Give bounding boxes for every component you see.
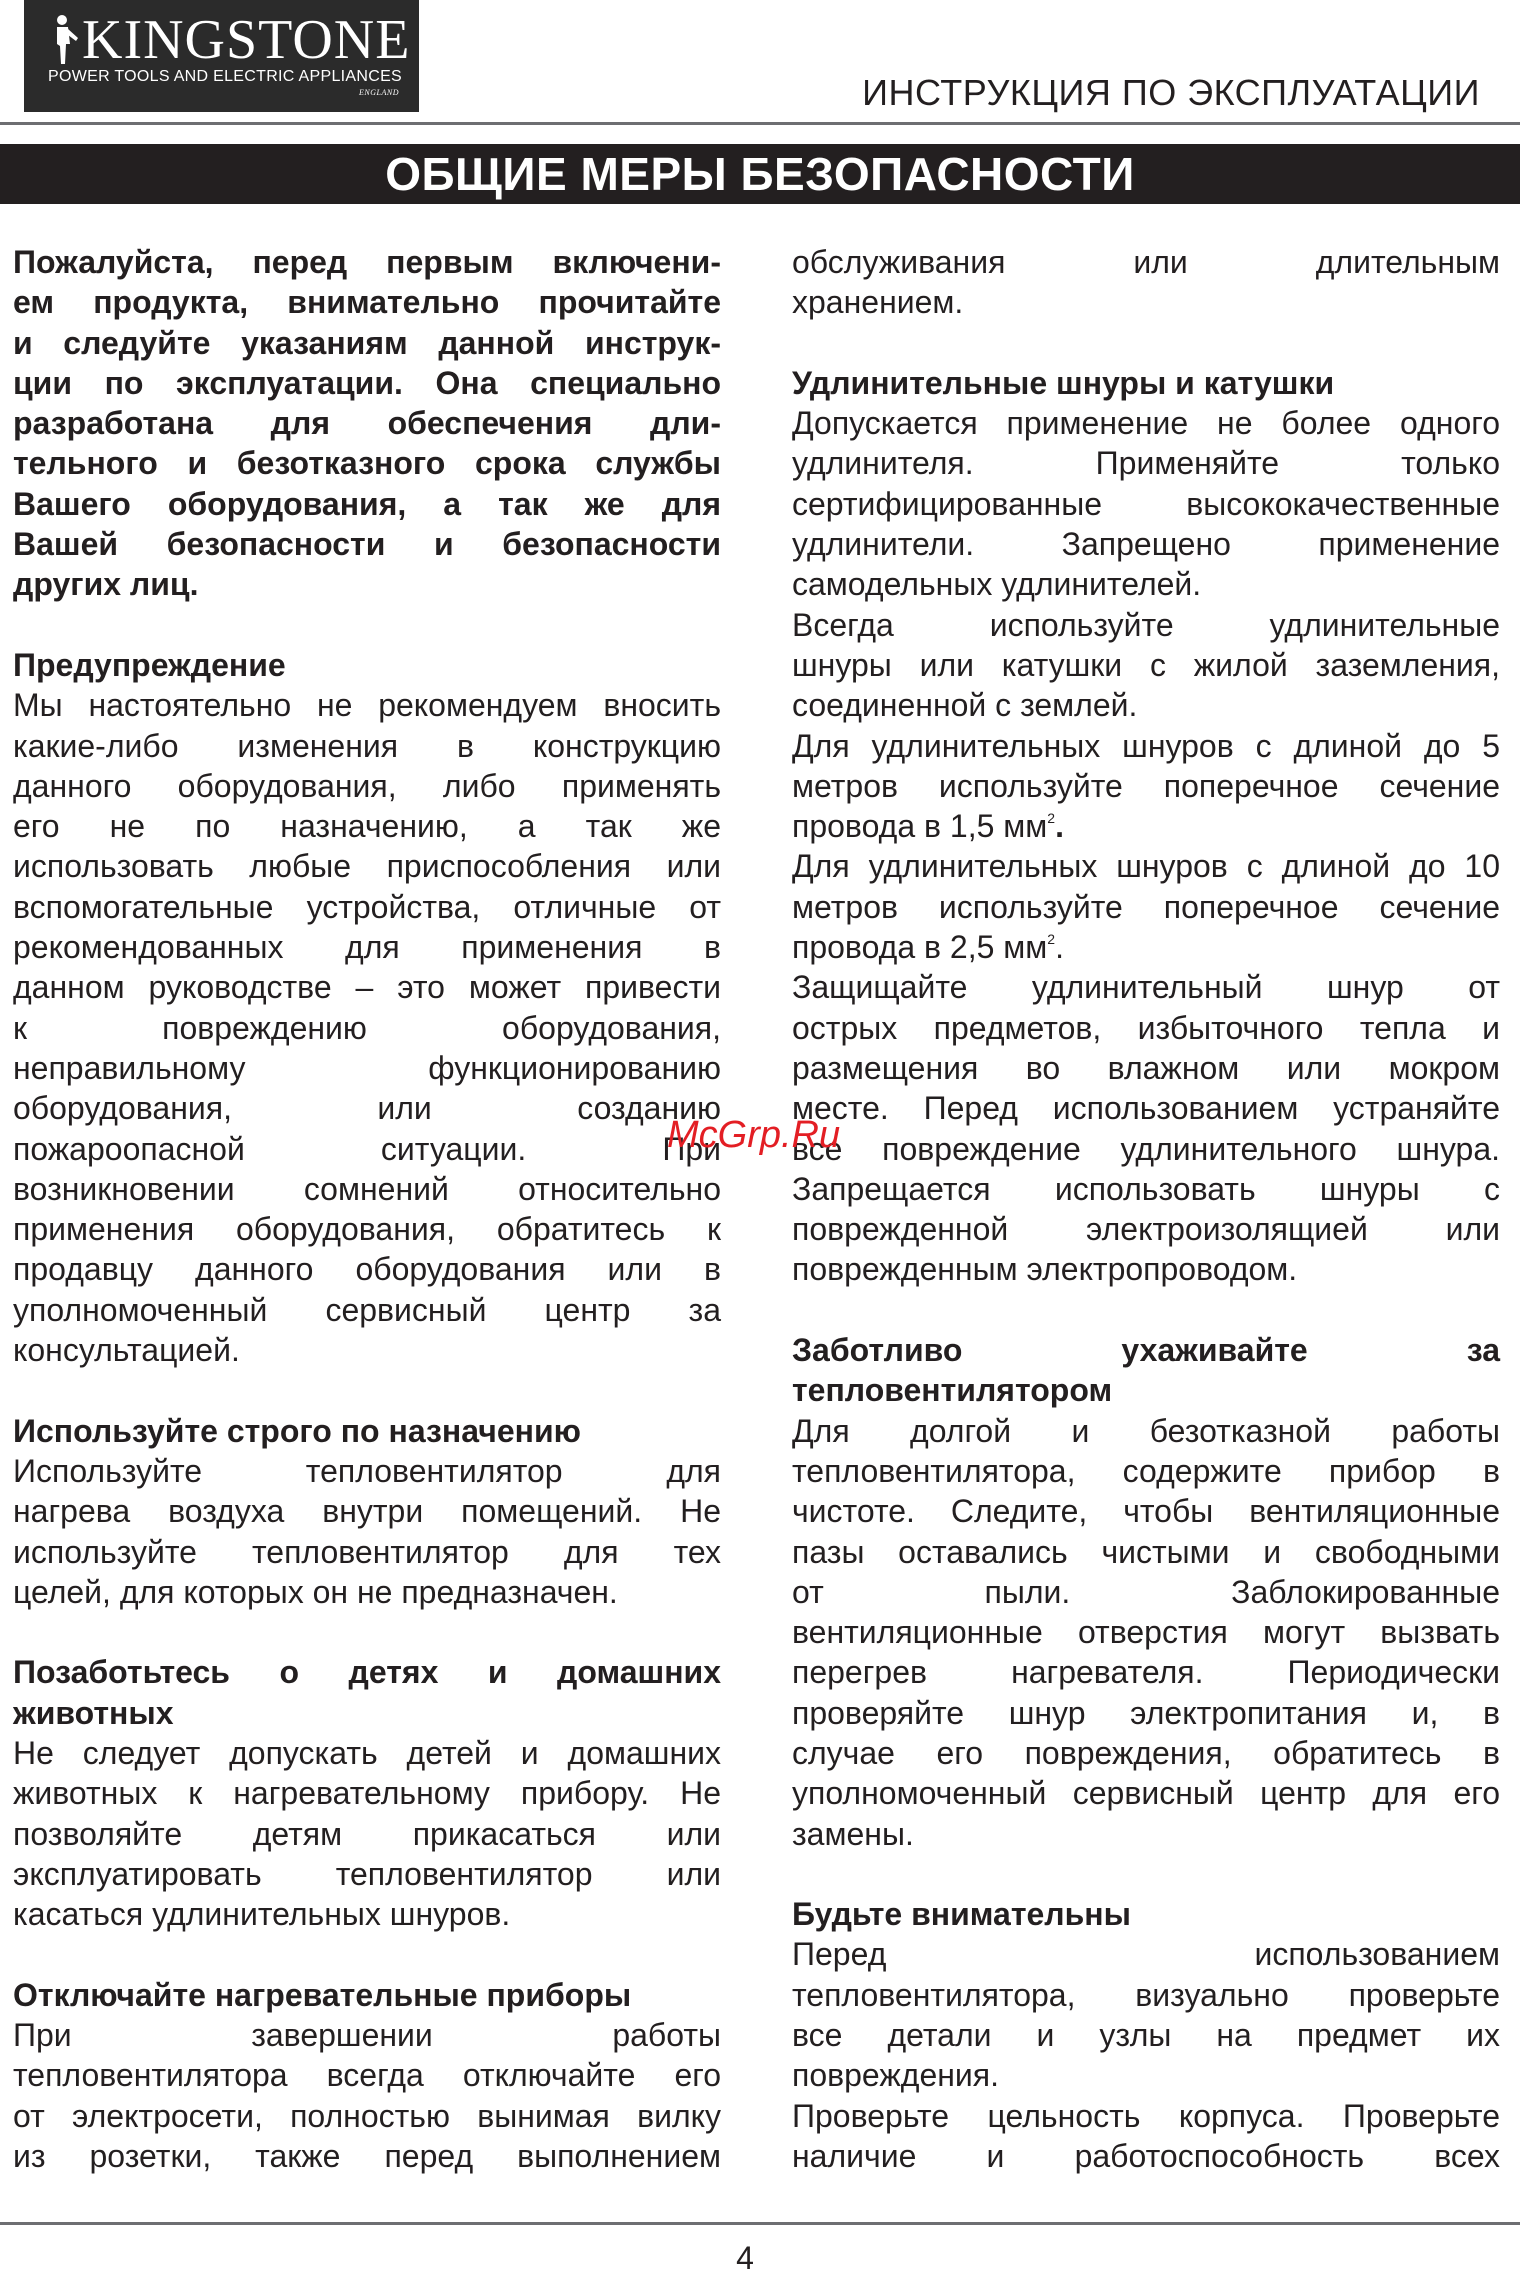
watermark: McGrp.Ru	[667, 1114, 841, 1156]
right-column	[792, 242, 1500, 2176]
children-heading: Позаботьтесь о детях и домашних	[13, 1654, 721, 1691]
intro-paragraph	[13, 242, 721, 605]
text-line: все повреждение удлинительного шнура.	[792, 1130, 1500, 1167]
text-line: замены.	[792, 1815, 914, 1852]
text-line: Допускается применение не более одного	[792, 405, 1500, 442]
extension-heading: Удлинительные шнуры и катушки	[792, 364, 1335, 401]
attention-section	[792, 1894, 1500, 2176]
text-line: вентиляционные отверстия могут вызвать	[792, 1614, 1500, 1651]
text-line: животных к нагревательному прибору. Не	[13, 1775, 721, 1812]
text-line: соединенной с землей.	[792, 687, 1138, 724]
text-line: ции по эксплуатации. Она специально	[13, 364, 721, 401]
text-line: поврежденной электроизолящией или	[792, 1211, 1500, 1248]
care-heading-cont: тепловентилятором	[792, 1372, 1113, 1409]
brand-subtitle: POWER TOOLS AND ELECTRIC APPLIANCES	[48, 68, 403, 85]
text-line: сертифицированные высококачественные	[792, 485, 1500, 522]
purpose-heading: Используйте строго по назначению	[13, 1412, 581, 1449]
left-column	[13, 242, 721, 2176]
text-line: вспомогательные устройства, отличные от	[13, 888, 721, 925]
text-line: проверяйте шнур электропитания и, в	[792, 1694, 1500, 1731]
text-span: провода в 1,5 мм	[792, 808, 1048, 845]
text-line: метров используйте поперечное сечение	[792, 767, 1500, 804]
text-line: Мы настоятельно не рекомендуем вносить	[13, 687, 721, 724]
extension-section	[792, 363, 1500, 1290]
text-line: Вашей безопасности и безопасности	[13, 526, 721, 563]
text-line: данного оборудования, либо применять	[13, 767, 721, 804]
cross-section-line-2	[792, 927, 1500, 967]
text-line: какие-либо изменения в конструкцию	[13, 727, 721, 764]
text-line: касаться удлинительных шнуров.	[13, 1896, 511, 1933]
text-line: наличие и работоспособность всех	[792, 2137, 1500, 2174]
footer-divider	[0, 2222, 1520, 2225]
disconnect-heading: Отключайте нагревательные приборы	[13, 1976, 632, 2013]
text-line: удлинители. Запрещено применение	[792, 526, 1500, 563]
text-line: данном руководстве – это может привести	[13, 969, 721, 1006]
text-line: самодельных удлинителей.	[792, 566, 1202, 603]
text-line: других лиц.	[13, 566, 199, 603]
text-line: и следуйте указаниям данной инструк-	[13, 324, 721, 361]
text-line: позволяйте детям прикасаться или	[13, 1815, 721, 1852]
text-line: тепловентилятора, содержите прибор в	[792, 1452, 1500, 1489]
text-span: провода в 2,5 мм	[792, 929, 1048, 966]
text-line: неправильному функционированию	[13, 1049, 721, 1086]
text-line: тепловентилятора, визуально проверьте	[792, 1976, 1500, 2013]
continued-paragraph	[792, 242, 1500, 323]
brand-country: ENGLAND	[359, 88, 399, 97]
text-line: целей, для которых он не предназначен.	[13, 1573, 618, 1610]
text-line: обслуживания или длительным	[792, 244, 1500, 280]
text-line: Для долгой и безотказной работы	[792, 1412, 1500, 1449]
superscript: 2	[1047, 931, 1056, 948]
text-line: продавцу данного оборудования или в	[13, 1251, 721, 1288]
children-section	[13, 1652, 721, 1934]
purpose-section	[13, 1411, 721, 1612]
text-line: ем продукта, внимательно прочитайте	[13, 284, 721, 321]
text-line: Всегда используйте удлинительные	[792, 606, 1500, 643]
text-line: удлинителя. Применяйте только	[792, 445, 1500, 482]
text-line: применения оборудования, обратитесь к	[13, 1211, 721, 1248]
text-line: Используйте тепловентилятор для	[13, 1452, 721, 1489]
brand-logo	[24, 0, 419, 112]
text-line: пожароопасной ситуации. При	[13, 1130, 721, 1167]
text-line: эксплуатировать тепловентилятор или	[13, 1855, 721, 1892]
text-line: консультацией.	[13, 1332, 240, 1369]
brand-name: KINGSTONE	[82, 9, 411, 71]
text-line: его не по назначению, а так же	[13, 808, 721, 845]
disconnect-section	[13, 1975, 721, 2176]
text-line: месте. Перед использованием устраняйте	[792, 1090, 1500, 1127]
text-line: уполномоченный сервисный центр для его	[792, 1775, 1500, 1812]
warning-section	[13, 645, 721, 1370]
text-line: чистоте. Следите, чтобы вентиляционные	[792, 1493, 1500, 1530]
text-line: Защищайте удлинительный шнур от	[792, 969, 1500, 1006]
text-line: нагрева воздуха внутри помещений. Не	[13, 1493, 721, 1530]
page-number: 4	[736, 2240, 754, 2276]
text-line: пазы оставались чистыми и свободными	[792, 1533, 1500, 1570]
text-line: перегрев нагревателя. Периодически	[792, 1654, 1500, 1691]
text-line: Запрещается использовать шнуры с	[792, 1170, 1500, 1207]
care-heading: Заботливо ухаживайте за	[792, 1332, 1500, 1369]
section-title: ОБЩИЕ МЕРЫ БЕЗОПАСНОСТИ	[0, 144, 1520, 204]
text-line: Вашего оборудования, а так же для	[13, 485, 721, 522]
children-heading-cont: животных	[13, 1694, 174, 1731]
text-line: Для удлинительных шнуров с длиной до 10	[792, 848, 1500, 885]
text-line: случае его повреждения, обратитесь в	[792, 1734, 1500, 1771]
text-line: тельного и безотказного срока службы	[13, 445, 721, 482]
text-line: возникновении сомнений относительно	[13, 1170, 721, 1207]
text-line: метров используйте поперечное сечение	[792, 888, 1500, 925]
text-line: уполномоченный сервисный центр за	[13, 1291, 721, 1328]
text-line: Для удлинительных шнуров с длиной до 5	[792, 727, 1500, 764]
superscript: 2	[1047, 810, 1056, 827]
text-line: повреждения.	[792, 2057, 999, 2094]
text-line: Перед использованием	[792, 1936, 1500, 1973]
text-line: от пыли. Заблокированные	[792, 1573, 1500, 1610]
text-line: от электросети, полностью вынимая вилку	[13, 2097, 721, 2134]
document-title: ИНСТРУКЦИЯ ПО ЭКСПЛУАТАЦИИ	[862, 72, 1480, 113]
text-span: .	[1055, 808, 1064, 845]
logo-figure-icon	[48, 14, 82, 66]
text-line: Пожалуйста, перед первым включени-	[13, 244, 721, 280]
warning-heading: Предупреждение	[13, 646, 286, 683]
text-line: Не следует допускать детей и домашних	[13, 1734, 721, 1771]
text-line: к повреждению оборудования,	[13, 1009, 721, 1046]
text-line: Проверьте цельность корпуса. Проверьте	[792, 2097, 1500, 2134]
cross-section-line-1	[792, 806, 1500, 846]
text-line: размещения во влажном или мокром	[792, 1049, 1500, 1086]
text-line: используйте тепловентилятор для тех	[13, 1533, 721, 1570]
text-line: острых предметов, избыточного тепла и	[792, 1009, 1500, 1046]
attention-heading: Будьте внимательны	[792, 1896, 1131, 1933]
text-line: все детали и узлы на предмет их	[792, 2017, 1500, 2054]
text-line: поврежденным электропроводом.	[792, 1251, 1298, 1288]
text-line: разработана для обеспечения дли-	[13, 405, 721, 442]
text-line: оборудования, или созданию	[13, 1090, 721, 1127]
text-line: При завершении работы	[13, 2017, 721, 2054]
text-span: .	[1055, 929, 1064, 966]
text-line: использовать любые приспособления или	[13, 848, 721, 885]
care-section	[792, 1330, 1500, 1854]
text-line: шнуры или катушки с жилой заземления,	[792, 646, 1500, 683]
text-line: рекомендованных для применения в	[13, 929, 721, 966]
header-divider	[0, 122, 1520, 125]
text-line: хранением.	[792, 284, 964, 321]
text-line: из розетки, также перед выполнением	[13, 2137, 721, 2174]
text-line: тепловентилятора всегда отключайте его	[13, 2057, 721, 2094]
